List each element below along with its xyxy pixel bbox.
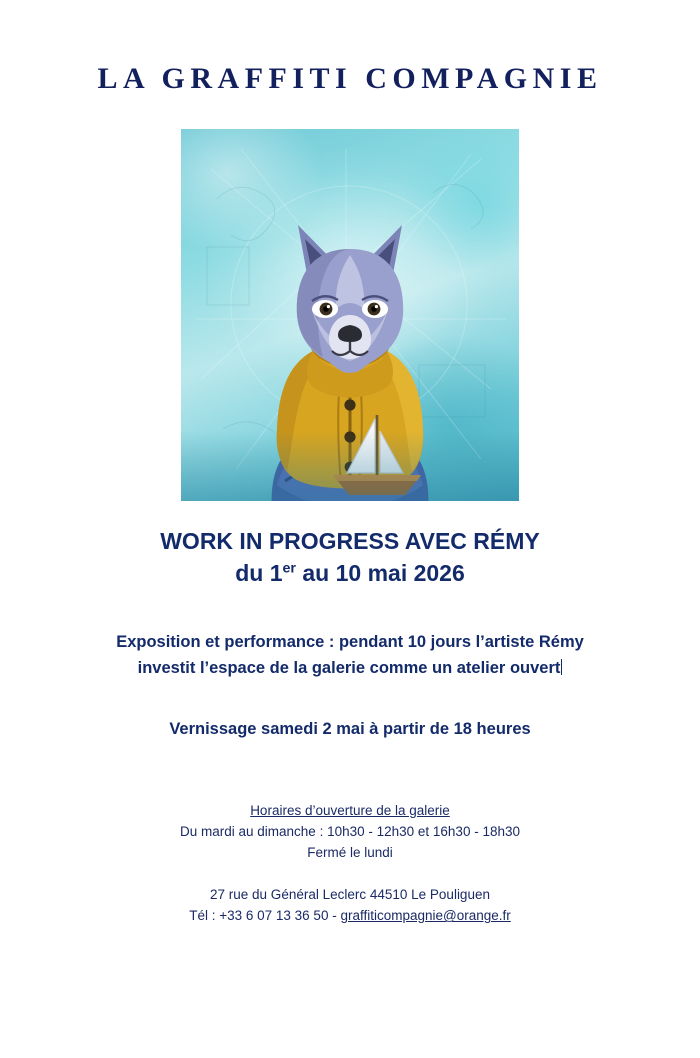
vernissage-line: Vernissage samedi 2 mai à partir de 18 heures (169, 719, 531, 738)
artwork-container (181, 129, 519, 501)
footer-info (0, 801, 700, 928)
event-description (0, 629, 700, 682)
page-title: LA GRAFFITI COMPAGNIE (97, 62, 603, 95)
artwork-bottom-shade (181, 431, 519, 501)
description-line-2-wrap (52, 655, 648, 681)
phone-text: Tél : +33 6 07 13 36 50 - (189, 908, 341, 924)
event-headline (0, 527, 700, 589)
headline-line-1: WORK IN PROGRESS AVEC RÉMY (160, 528, 540, 554)
poster-page (0, 62, 700, 1058)
headline-date-prefix: du 1 (235, 560, 283, 587)
description-line-2: investit l’espace de la galerie comme un atelier ouvert (137, 659, 561, 678)
contact-line (0, 906, 700, 927)
artwork-image (181, 129, 519, 501)
headline-date-suffix: au 10 mai 2026 (295, 560, 465, 587)
headline-date-ordinal: er (282, 560, 296, 577)
closed-line: Fermé le lundi (307, 844, 393, 860)
hours-line: Du mardi au dimanche : 10h30 - 12h30 et 16h30 - 18h30 (180, 823, 520, 839)
address-line: 27 rue du Général Leclerc 44510 Le Pouliguen (210, 887, 490, 903)
email-link[interactable]: graffiticompagnie@orange.fr (340, 908, 511, 924)
hours-title: Horaires d’ouverture de la galerie (250, 802, 450, 818)
headline-line-2 (0, 559, 700, 588)
text-caret (561, 659, 562, 675)
description-line-1: Exposition et performance : pendant 10 jours l’artiste Rémy (116, 632, 584, 651)
